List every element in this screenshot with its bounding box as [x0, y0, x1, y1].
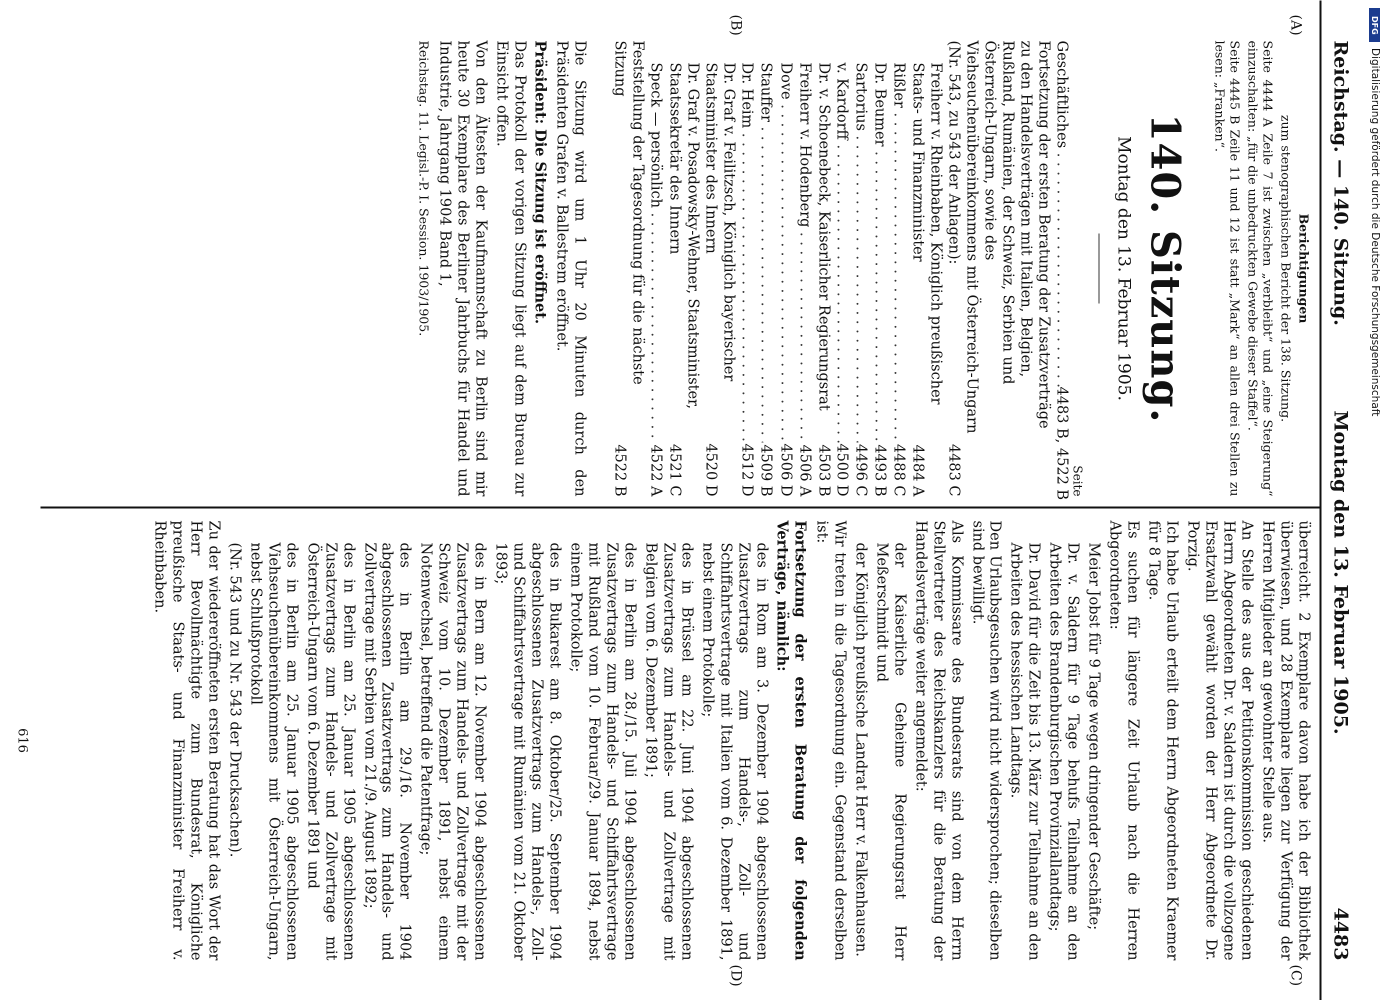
right-paragraph: des in Berlin am 29./16. November 1904 abgeschlossenen Zusatzvertrags zum Handels- und Zollvertrage mit Serbien vom 21./9. August 1892;: [360, 542, 413, 960]
right-paragraph: des in Bukarest am 8. Oktober/25. September 1904 abgeschlossenen Zusatzvertrags zum Handels-, Zoll- und Schiffahrtsvertrage mit Rumänien vom 21. Oktober 1893;: [492, 542, 563, 960]
right-paragraph: des in Bern am 12. November 1904 abgeschlossenen Zusatzvertrags zum Handels- und Zollvertrage mit der Schweiz vom 10. Dezember 1891, nebst einem Notenwechsel, betreffend die Patentfrage;: [417, 542, 488, 960]
opening-paragraph: Das Protokoll der vorigen Sitzung liegt auf dem Bureau zur Einsicht offen.: [493, 40, 528, 496]
right-paragraph: Meier Jobst für 9 Tage wegen dringender Geschäfte;: [1085, 542, 1102, 930]
toc-item-page: 4496 C: [851, 443, 868, 496]
toc-item: [609, 40, 645, 496]
right-paragraph: der Kaiserliche Geheime Regierungsrat Herr Meßerschmidt und: [872, 542, 907, 960]
toc-item-text: Dove . . .: [774, 62, 793, 442]
toc-item-text: Stauffer . . .: [755, 62, 774, 442]
toc-item: [813, 40, 831, 496]
right-paragraph: (Nr. 543 und zu Nr. 543 der Drucksachen).: [225, 542, 242, 857]
toc-item-text: Dr. Heim . . .: [736, 62, 755, 442]
header-center: Montag den 13. Februar 1905.: [1329, 410, 1351, 735]
right-paragraph: der Königlich preußische Landrat Herr v. Falkenhausen.: [851, 542, 868, 957]
right-column: [40, 520, 1311, 960]
toc-item-page: 4512 D: [738, 442, 755, 496]
toc-item-text: Sartorius . . .: [850, 62, 869, 442]
toc-item: [794, 40, 813, 496]
toc-item-page: 4520 D: [702, 442, 719, 496]
page-footer-number: 616: [14, 727, 29, 753]
toc-item: [645, 40, 664, 496]
toc-item-page: 4522 B: [1053, 447, 1069, 500]
berichtigungen-block: [1212, 40, 1311, 496]
right-paragraph: des in Brüssel am 22. Juni 1904 abgeschlossenen Zusatzvertrags zum Handels- und Zollvertrage mit Belgien vom 6. Dezember 1891;: [642, 542, 694, 960]
toc-item: [700, 40, 736, 496]
margin-mark-b: (B): [727, 14, 743, 36]
right-paragraph: des in Rom am 3. Dezember 1904 abgeschlossenen Zusatzvertrags zum Handels-, Zoll- und Schiffahrtsvertrage mit Italien vom 6. Dezember 1891, nebst einem Protokolle;: [698, 542, 769, 960]
right-paragraph: des in Berlin am 25. Januar 1905 abgeschlossenen Viehseuchenübereinkommens mit Österreich-Ungarn, nebst Schlußprotokoll: [246, 542, 299, 960]
opening-paragraph: Von den Ältesten der Kaufmannschaft zu Berlin sind mir heute 30 Exemplare des Berliner Jahrbuchs für Handel und Industrie, Jahrgang 1904 Band 1,: [436, 40, 489, 496]
berichtigungen-line: Seite 4445 B Zeile 11 und 12 ist statt „Mark“ an allen drei Stellen zu lesen: „Franken“.: [1212, 40, 1242, 496]
toc-item: [943, 40, 1051, 496]
toc-item: [831, 40, 850, 496]
toc-item-text: Freiherr v. Hodenberg . . .: [794, 62, 813, 442]
right-paragraph: Den Urlaubsgesuchen wird nicht widersprochen; dieselben sind bewilligt.: [968, 520, 1003, 960]
toc-item-text: Dr. Graf v. Posadowsky-Wehner, Staatsminister, Staatssekretär des Innern: [666, 62, 701, 409]
toc-item-page: 4484 A: [909, 444, 926, 496]
right-paragraph: Fortsetzung der ersten Beratung der folgenden Verträge, nämlich:: [772, 520, 808, 960]
session-date: Montag den 13. Februar 1905.: [1113, 135, 1133, 401]
toc-item-text: v. Kardorff . . .: [831, 62, 850, 442]
toc-item-page: 4509 B: [757, 443, 774, 496]
session-title: 140. Sitzung.: [1141, 113, 1188, 423]
right-paragraph: An Stelle des aus der Petitionskommission geschiedenen Herrn Abgeordneten Dr. v. Saldern ist durch die vollzogene Ersatzwahl gewählt worden der Herr Abgeordnete Dr. Porzig.: [1184, 520, 1255, 960]
right-paragraph: Es suchen für längere Zeit Urlaub nach die Herren Abgeordneten:: [1106, 520, 1141, 960]
header-page-number: 4483: [1329, 907, 1351, 960]
toc-item-page: 4483 B,: [1053, 386, 1069, 443]
opening-paragraph: Präsident: Die Sitzung ist eröffnet.: [531, 40, 549, 324]
toc-item-page: 4503 B: [814, 443, 831, 496]
left-column: [40, 40, 1311, 500]
toc-item: [850, 40, 869, 496]
toc-item-page: 4506 A: [795, 444, 812, 496]
toc-item-text: Freiherr v. Rheinbaben, Königlich preußischer Staats- und Finanzminister: [909, 62, 944, 405]
toc-item-text: Speck — persönlich . . .: [645, 62, 664, 442]
right-paragraph: des in Berlin am 25. Januar 1905 abgeschlossenen Zusatzvertrags zum Handels- und Zollvertrage mit Österreich-Ungarn vom 6. Dezember 1891 und: [303, 542, 356, 960]
berichtigungen-sub: zum stenographischen Bericht der 138. Sitzung.: [1278, 114, 1293, 422]
toc-item: [888, 40, 907, 496]
toc-seite-label: Seite: [1070, 464, 1084, 496]
right-paragraph: Als Kommissare des Bundesrats sind von dem Herrn Stellvertreter des Reichskanzlers für die Beratung der Handelsverträge weiter angemeldet:: [911, 520, 964, 960]
right-paragraph: überreicht. 2 Exemplare davon habe ich der Bibliothek überwiesen, und 28 Exemplare liegen zur Verfügung der Herren Mitglieder an gewohnter Stelle aus.: [1259, 520, 1311, 960]
toc-item-page: 4500 D: [832, 442, 849, 496]
margin-mark-d: (D): [727, 964, 743, 987]
title-rule: [1098, 233, 1099, 303]
margin-mark-a: (A): [1287, 14, 1303, 36]
right-paragraph: des in Berlin am 28./15. Juli 1904 abgeschlossenen Zusatzvertrags zum Handels- und Schiffahrtsvertrage mit Rußland vom 10. Februar/29. Januar 1894, nebst einem Protokolle;: [567, 542, 638, 960]
toc-item-text: Dr. v. Schoenebeck, Kaiserlicher Regierungsrat: [814, 62, 831, 411]
toc-item: [907, 40, 943, 496]
toc-item: [664, 40, 700, 496]
toc-item-page: 4488 C: [890, 443, 907, 496]
toc-item-text: Dr. Beumer . . .: [869, 62, 888, 442]
toc-item-page: 4483 C: [945, 443, 962, 496]
toc-item-page: 4522 A: [647, 444, 664, 496]
digitization-note: Digitalisierung gefördert durch die Deutsche Forschungsgemeinschaft: [1369, 48, 1381, 417]
dfg-logo: DFG: [1369, 8, 1380, 42]
right-paragraph: Dr. v. Saldern für 9 Tage behufs Teilnahme an den Arbeiten des Brandenburgischen Provinziallandtags;: [1046, 542, 1081, 960]
toc-item-page: 4521 C: [666, 443, 683, 496]
toc-item: [774, 40, 793, 496]
header-left: Reichstag. — 140. Sitzung.: [1329, 40, 1351, 326]
toc-item: [736, 40, 755, 496]
page-header: [1319, 0, 1355, 1000]
toc-item: [1051, 40, 1070, 500]
berichtigungen-heading: Berichtigungen: [1296, 213, 1311, 323]
toc-item-text: Geschäftliches . . .: [1051, 40, 1070, 386]
column-divider: [40, 506, 1319, 508]
toc-item-page: 4522 B: [611, 443, 628, 496]
berichtigungen-line: Seite 4444 A Zeile 7 ist zwischen „verbleibt“ und „eine Steigerung“ einzuschalten: „für die unbedruckten Gewebe dieser Staffel“.: [1245, 40, 1275, 496]
toc-item-text: Dr. Graf v. Feilitzsch, Königlich bayerischer Staatsminister des Innern: [702, 62, 737, 381]
toc-item-text: Fortsetzung der ersten Beratung der Zusatzverträge zu den Handelsverträgen mit Italien, Belgien, Rußland, Rumänien, der Schweiz, Serbien und Österreich-Ungarn, sowie des Viehseuchenübereinkommens mit Österreich-Ungarn (Nr. 543, zu 543 der Anlagen):: [945, 40, 1051, 433]
footer-left: Reichstag. 11. Legisl.-P. I. Session. 1903/1905.: [416, 40, 432, 336]
margin-mark-c: (C): [1287, 964, 1303, 986]
toc-item: [869, 40, 888, 496]
toc-item-page: 4506 D: [776, 442, 793, 496]
toc-item-text: Rißler . . .: [888, 62, 907, 442]
toc-item-page: 4493 B: [871, 443, 887, 496]
opening-paragraph: Die Sitzung wird um 1 Uhr 20 Minuten durch den Präsidenten Grafen v. Ballestrem eröffnet.: [553, 40, 588, 496]
right-paragraph: Wir treten in die Tagesordnung ein. Gegenstand derselben ist:: [812, 520, 847, 960]
right-paragraph: Dr. David für die Zeit bis 13. März zur Teilnahme an den Arbeiten des hessischen Landtags.: [1007, 542, 1042, 960]
toc-item-text: Feststellung der Tagesordnung für die nächste Sitzung: [611, 40, 646, 385]
toc-item: [755, 40, 774, 496]
right-paragraph: Zu der wiedereröffneten ersten Beratung hat das Wort der Herr Bevollmächtigte zum Bundesrat, Königliche preußische Staats- und Finanzminister Freiherr v. Rheinbaben.: [150, 520, 221, 960]
right-paragraph: Ich habe Urlaub erteilt dem Herrn Abgeordneten Kraemer für 8 Tage.: [1145, 520, 1180, 960]
